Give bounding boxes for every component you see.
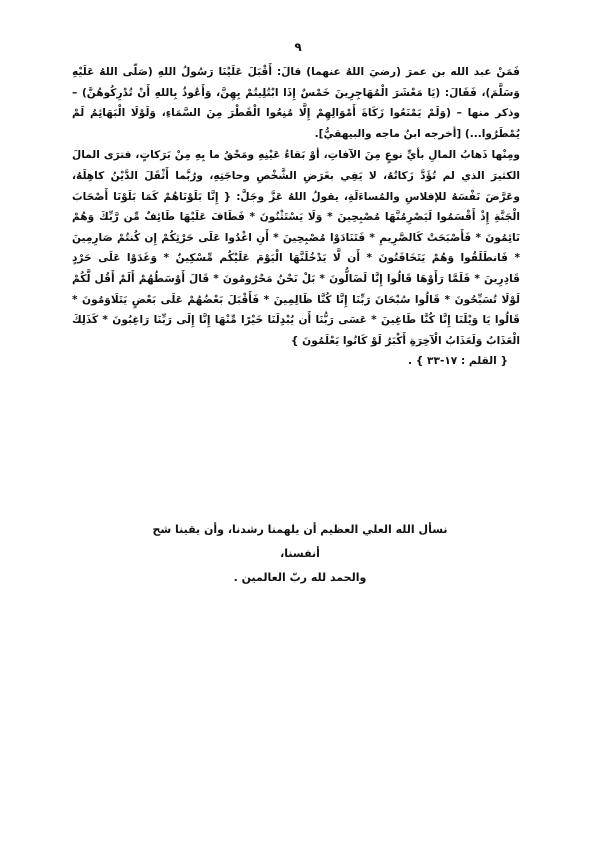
closing-line-2: والحمد لله ربّ العالمين .: [233, 571, 367, 584]
page-number: ٩: [294, 40, 302, 54]
hadith-paragraph: فَمَنْ عبد الله بن عمرَ (رضيَ اللهُ عنهما) قالَ: أَقْبَلَ عَلَيْنَا رَسُولُ اللهِ (صَلّى اللهُ عَلَيْهِ وَسَلَّمَ)، فَقَالَ: (يَا مَعْشَرَ الْمُهَاجِرِينَ خَمْسٌ إِذَا ابْتُلِيتُمْ بِهِنَّ، وَأَعُوذُ بِاللهِ أَنْ تُدْرِكُوهُنَّ) – وذكر منها – (وَلَمْ يَمْنَعُوا زَكَاةَ أَمْوَالِهِمْ إِلَّا مُنِعُوا الْقَطْرَ مِنَ السَّمَاءِ، وَلَوْلَا الْبَهَائِمُ لَمْ يُمْطَرُوا...) [أخرجه ابنُ ماجه والبيهقيُّ].: [72, 66, 520, 140]
quran-citation: { القلم : ١٧-٣٣ } .: [408, 355, 508, 368]
closing-line-1: نسأل الله العلي العظيم أن يلهمنا رشدنا، وأن يقينا شح أنفسنا،: [152, 523, 448, 560]
closing-prayer: [150, 518, 450, 590]
body-text: [72, 62, 520, 372]
zakat-consequences-paragraph: ومِنْها ذَهابُ المالِ بأيِّ نوعٍ مِنَ الآفاتِ، أوْ بَقاءُ عَيْنِهِ ومَحْقُ ما بِهِ مِنْ بَرَكاتٍ، فترَى المالَ الكثيرَ الذي لم تُؤَدَّ زَكاتُهُ، لا يَفِي بغَرَضِ الشَّخْصِ وحاجَتِهِ، ورُبَّما أَثْقَلَ الدَّيْنُ كاهِلَهُ، وعَرَّضَ نَفْسَهُ للإفلاسِ والمُساءَلَةِ، يقولُ اللهُ عَزَّ وجَلَّ: { إِنَّا بَلَوْنَاهُمْ كَمَا بَلَوْنَا أَصْحَابَ الْجَنَّةِ إِذْ أَقْسَمُوا لَيَصْرِمُنَّهَا مُصْبِحِينَ * وَلَا يَسْتَثْنُونَ * فَطَافَ عَلَيْهَا طَائِفٌ مِّن رَّبِّكَ وَهُمْ نَائِمُونَ * فَأَصْبَحَتْ كَالصَّرِيمِ * فَتَنَادَوْا مُصْبِحِينَ * أَنِ اغْدُوا عَلَى حَرْثِكُمْ إِن كُنتُمْ صَارِمِينَ * فَانطَلَقُوا وَهُمْ يَتَخَافَتُونَ * أَن لَّا يَدْخُلَنَّهَا الْيَوْمَ عَلَيْكُم مِّسْكِينٌ * وَغَدَوْا عَلَى حَرْدٍ قَادِرِينَ * فَلَمَّا رَأَوْهَا قَالُوا إِنَّا لَضَالُّونَ * بَلْ نَحْنُ مَحْرُومُونَ * قَالَ أَوْسَطُهُمْ أَلَمْ أَقُل لَّكُمْ لَوْلَا تُسَبِّحُونَ * قَالُوا سُبْحَانَ رَبِّنَا إِنَّا كُنَّا ظَالِمِينَ * فَأَقْبَلَ بَعْضُهُمْ عَلَى بَعْضٍ يَتَلَاوَمُونَ * قَالُوا يَا وَيْلَنَا إِنَّا كُنَّا طَاغِينَ * عَسَى رَبُّنَا أَن يُبْدِلَنَا خَيْرًا مِّنْهَا إِنَّا إِلَى رَبِّنَا رَاغِبُونَ * كَذَلِكَ الْعَذَابُ وَلَعَذَابُ الْآخِرَةِ أَكْبَرُ لَوْ كَانُوا يَعْلَمُونَ }: [72, 149, 520, 347]
